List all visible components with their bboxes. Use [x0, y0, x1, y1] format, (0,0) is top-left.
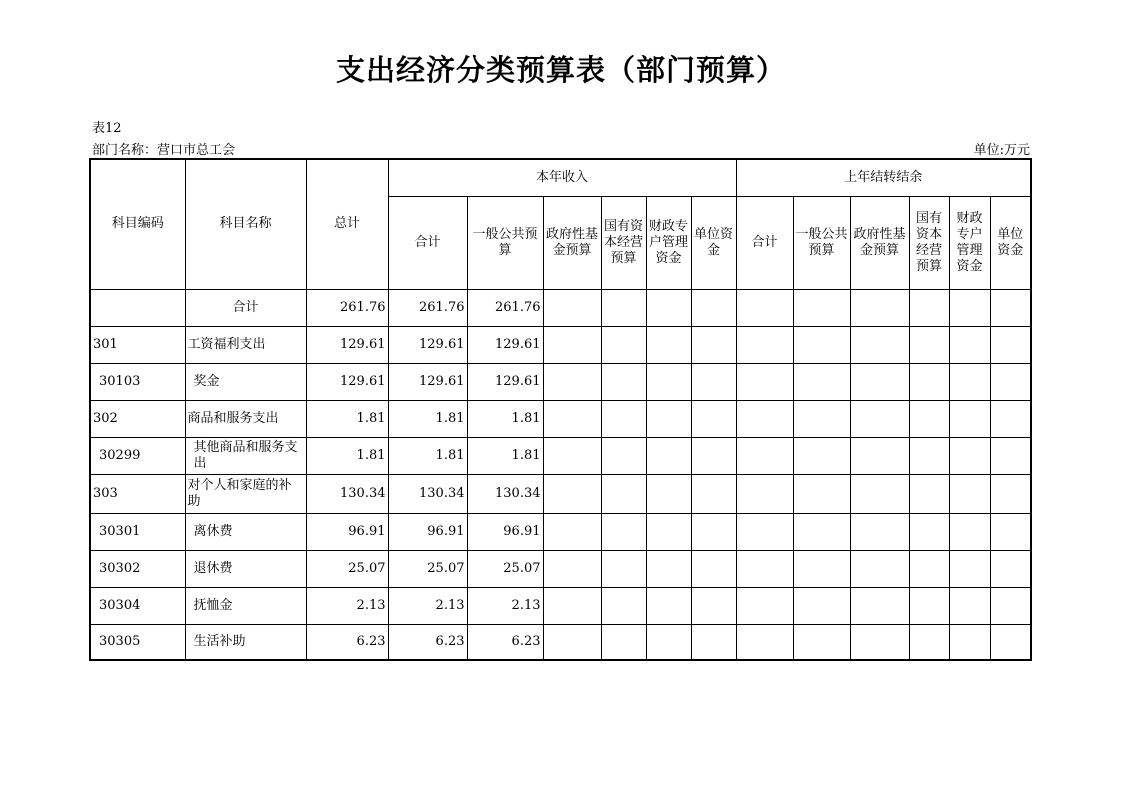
- empty-cell: [793, 400, 850, 437]
- empty-cell: [909, 587, 949, 624]
- header-total: 总计: [306, 159, 388, 289]
- empty-cell: [736, 550, 793, 587]
- empty-cell: [949, 400, 990, 437]
- empty-cell: [990, 326, 1031, 363]
- department-name: 部门名称：营口市总工会: [92, 143, 236, 158]
- header-co-general: 一般公共预算: [793, 196, 850, 289]
- empty-cell: [601, 550, 646, 587]
- empty-cell: [990, 587, 1031, 624]
- row-name: 奖金: [185, 363, 306, 400]
- row-cy-sum: 96.91: [388, 513, 467, 550]
- row-name: 对个人和家庭的补助: [185, 474, 306, 513]
- header-row-1: [90, 159, 1031, 196]
- header-cy-govfund: 政府性基金预算: [543, 196, 601, 289]
- row-cy-sum: 1.81: [388, 437, 467, 474]
- row-cy-general: 129.61: [467, 363, 543, 400]
- header-co-special: 财政专户管理资金: [949, 196, 990, 289]
- empty-cell: [990, 437, 1031, 474]
- row-code: 30299: [90, 437, 185, 474]
- header-co-unit: 单位资金: [990, 196, 1031, 289]
- empty-cell: [990, 624, 1031, 660]
- empty-cell: [909, 437, 949, 474]
- row-code: [90, 289, 185, 326]
- empty-cell: [691, 326, 736, 363]
- empty-cell: [850, 400, 909, 437]
- empty-cell: [909, 326, 949, 363]
- empty-cell: [793, 437, 850, 474]
- row-code: 30304: [90, 587, 185, 624]
- row-total: 25.07: [306, 550, 388, 587]
- budget-table: [89, 158, 1032, 661]
- empty-cell: [543, 326, 601, 363]
- empty-cell: [736, 289, 793, 326]
- empty-cell: [793, 513, 850, 550]
- header-cy-sum: 合计: [388, 196, 467, 289]
- table-number: 表12: [92, 121, 122, 136]
- empty-cell: [646, 550, 691, 587]
- row-cy-general: 129.61: [467, 326, 543, 363]
- empty-cell: [736, 400, 793, 437]
- empty-cell: [691, 474, 736, 513]
- header-cy-special: 财政专户管理资金: [646, 196, 691, 289]
- row-total: 2.13: [306, 587, 388, 624]
- empty-cell: [646, 363, 691, 400]
- empty-cell: [793, 550, 850, 587]
- row-cy-sum: 130.34: [388, 474, 467, 513]
- empty-cell: [990, 289, 1031, 326]
- table-row: [90, 513, 1031, 550]
- empty-cell: [850, 289, 909, 326]
- empty-cell: [543, 624, 601, 660]
- row-name: 合计: [185, 289, 306, 326]
- empty-cell: [601, 437, 646, 474]
- empty-cell: [909, 474, 949, 513]
- row-cy-sum: 129.61: [388, 363, 467, 400]
- header-code: 科目编码: [90, 159, 185, 289]
- row-cy-sum: 6.23: [388, 624, 467, 660]
- row-cy-sum: 2.13: [388, 587, 467, 624]
- unit-label: 单位:万元: [973, 143, 1030, 158]
- empty-cell: [691, 363, 736, 400]
- empty-cell: [691, 289, 736, 326]
- empty-cell: [850, 624, 909, 660]
- empty-cell: [850, 550, 909, 587]
- empty-cell: [601, 587, 646, 624]
- empty-cell: [646, 400, 691, 437]
- row-total: 1.81: [306, 437, 388, 474]
- table-row: [90, 587, 1031, 624]
- table-row: [90, 400, 1031, 437]
- row-cy-general: 25.07: [467, 550, 543, 587]
- row-cy-sum: 1.81: [388, 400, 467, 437]
- empty-cell: [543, 474, 601, 513]
- empty-cell: [736, 474, 793, 513]
- empty-cell: [691, 624, 736, 660]
- row-cy-general: 1.81: [467, 400, 543, 437]
- empty-cell: [646, 474, 691, 513]
- empty-cell: [736, 587, 793, 624]
- empty-cell: [909, 289, 949, 326]
- row-total: 1.81: [306, 400, 388, 437]
- empty-cell: [949, 289, 990, 326]
- row-name: 生活补助: [185, 624, 306, 660]
- empty-cell: [909, 363, 949, 400]
- empty-cell: [793, 587, 850, 624]
- empty-cell: [601, 400, 646, 437]
- row-cy-general: 130.34: [467, 474, 543, 513]
- row-cy-general: 6.23: [467, 624, 543, 660]
- empty-cell: [850, 513, 909, 550]
- empty-cell: [990, 474, 1031, 513]
- row-cy-general: 1.81: [467, 437, 543, 474]
- empty-cell: [543, 400, 601, 437]
- empty-cell: [646, 326, 691, 363]
- empty-cell: [543, 363, 601, 400]
- row-name: 抚恤金: [185, 587, 306, 624]
- row-code: 30302: [90, 550, 185, 587]
- empty-cell: [543, 550, 601, 587]
- empty-cell: [601, 326, 646, 363]
- empty-cell: [949, 437, 990, 474]
- row-cy-general: 96.91: [467, 513, 543, 550]
- empty-cell: [543, 587, 601, 624]
- empty-cell: [909, 624, 949, 660]
- empty-cell: [850, 437, 909, 474]
- row-name: 退休费: [185, 550, 306, 587]
- empty-cell: [543, 289, 601, 326]
- row-code: 302: [90, 400, 185, 437]
- empty-cell: [543, 513, 601, 550]
- header-co-govfund: 政府性基金预算: [850, 196, 909, 289]
- empty-cell: [601, 363, 646, 400]
- empty-cell: [691, 587, 736, 624]
- table-row: [90, 624, 1031, 660]
- empty-cell: [850, 474, 909, 513]
- header-co-sum: 合计: [736, 196, 793, 289]
- empty-cell: [601, 474, 646, 513]
- empty-cell: [691, 400, 736, 437]
- empty-cell: [736, 624, 793, 660]
- empty-cell: [990, 400, 1031, 437]
- row-total: 6.23: [306, 624, 388, 660]
- empty-cell: [949, 513, 990, 550]
- header-carryover: 上年结转结余: [736, 159, 1031, 196]
- empty-cell: [990, 550, 1031, 587]
- empty-cell: [691, 550, 736, 587]
- row-cy-general: 2.13: [467, 587, 543, 624]
- empty-cell: [601, 289, 646, 326]
- empty-cell: [793, 289, 850, 326]
- empty-cell: [909, 513, 949, 550]
- empty-cell: [793, 624, 850, 660]
- empty-cell: [736, 326, 793, 363]
- empty-cell: [793, 474, 850, 513]
- row-name: 工资福利支出: [185, 326, 306, 363]
- empty-cell: [850, 587, 909, 624]
- row-code: 30103: [90, 363, 185, 400]
- row-cy-sum: 129.61: [388, 326, 467, 363]
- empty-cell: [646, 289, 691, 326]
- empty-cell: [543, 437, 601, 474]
- row-code: 303: [90, 474, 185, 513]
- empty-cell: [949, 550, 990, 587]
- empty-cell: [646, 437, 691, 474]
- empty-cell: [909, 400, 949, 437]
- row-total: 129.61: [306, 326, 388, 363]
- empty-cell: [736, 513, 793, 550]
- row-total: 96.91: [306, 513, 388, 550]
- table-row: [90, 326, 1031, 363]
- table-row: [90, 437, 1031, 474]
- row-total: 129.61: [306, 363, 388, 400]
- empty-cell: [909, 550, 949, 587]
- row-name: 离休费: [185, 513, 306, 550]
- empty-cell: [601, 513, 646, 550]
- table-row: [90, 550, 1031, 587]
- empty-cell: [990, 363, 1031, 400]
- table-row: [90, 363, 1031, 400]
- empty-cell: [793, 326, 850, 363]
- header-cy-unit: 单位资金: [691, 196, 736, 289]
- empty-cell: [949, 474, 990, 513]
- header-co-stateowned: 国有资本经营预算: [909, 196, 949, 289]
- empty-cell: [736, 363, 793, 400]
- table-row: [90, 474, 1031, 513]
- header-current-year: 本年收入: [388, 159, 736, 196]
- row-code: 301: [90, 326, 185, 363]
- empty-cell: [646, 513, 691, 550]
- header-name: 科目名称: [185, 159, 306, 289]
- page-title: 支出经济分类预算表（部门预算）: [335, 53, 786, 87]
- empty-cell: [949, 587, 990, 624]
- row-cy-sum: 261.76: [388, 289, 467, 326]
- empty-cell: [850, 326, 909, 363]
- empty-cell: [691, 513, 736, 550]
- header-cy-stateowned: 国有资本经营预算: [601, 196, 646, 289]
- empty-cell: [949, 326, 990, 363]
- row-total: 261.76: [306, 289, 388, 326]
- row-code: 30301: [90, 513, 185, 550]
- empty-cell: [646, 624, 691, 660]
- table-row: [90, 289, 1031, 326]
- header-cy-general: 一般公共预算: [467, 196, 543, 289]
- empty-cell: [601, 624, 646, 660]
- row-total: 130.34: [306, 474, 388, 513]
- row-name: 商品和服务支出: [185, 400, 306, 437]
- row-cy-sum: 25.07: [388, 550, 467, 587]
- empty-cell: [949, 624, 990, 660]
- row-code: 30305: [90, 624, 185, 660]
- empty-cell: [736, 437, 793, 474]
- row-cy-general: 261.76: [467, 289, 543, 326]
- empty-cell: [691, 437, 736, 474]
- empty-cell: [793, 363, 850, 400]
- row-name: 其他商品和服务支出: [185, 437, 306, 474]
- empty-cell: [646, 587, 691, 624]
- empty-cell: [990, 513, 1031, 550]
- empty-cell: [949, 363, 990, 400]
- empty-cell: [850, 363, 909, 400]
